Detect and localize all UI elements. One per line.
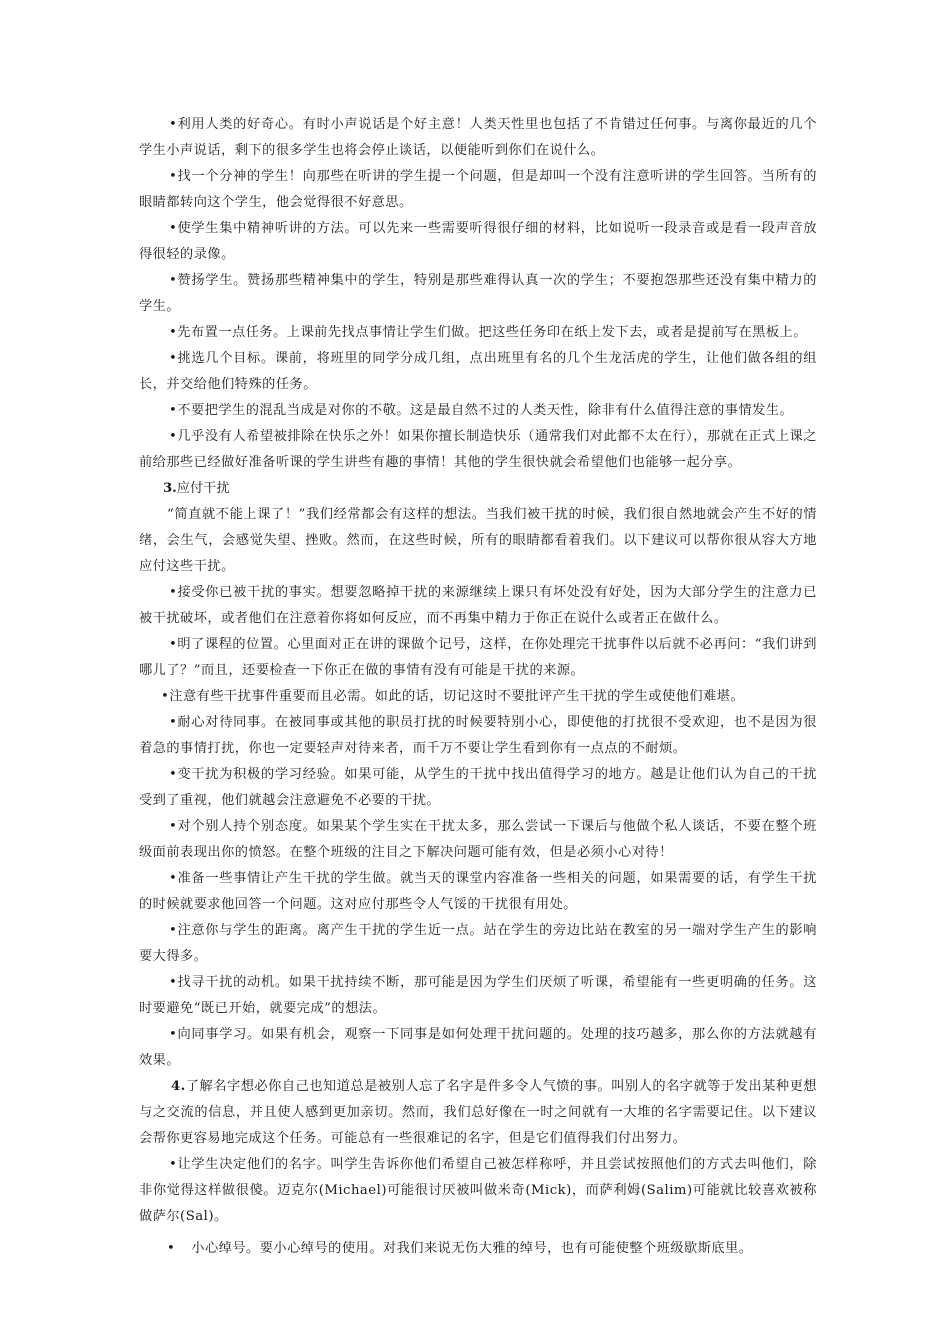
paragraph: •接受你已被干扰的事实。想要忽略掉干扰的来源继续上课只有坏处没有好处，因为大部分学生的注意力已被干扰破坏，或者他们在注意着你将如何反应，而不再集中精力于你正在说什么或者正在做什么。 xyxy=(139,585,817,626)
paragraph: •先布置一点任务。上课前先找点事情让学生们做。把这些任务印在纸上发下去，或者是提前写在黑板上。 xyxy=(169,325,807,340)
paragraph-text: 小心绰号。要小心绰号的使用。对我们来说无伤大雅的绰号，也有可能使整个班级歇斯底里。 xyxy=(191,1241,753,1256)
section-number: 3. xyxy=(163,481,177,496)
section-title: 应付干扰 xyxy=(176,481,230,496)
paragraph: •不要把学生的混乱当成是对你的不敬。这是最自然不过的人类天性，除非有什么值得注意的事情发生。 xyxy=(169,403,794,418)
section-number: 4. xyxy=(171,1079,186,1094)
paragraph: •让学生决定他们的名字。叫学生告诉你他们希望自己被怎样称呼，并且尝试按照他们的方式去叫他们，除非你觉得这样做很傻。迈克尔(Michael)可能很讨厌被叫做米奇(Mick)，而萨利姆(Salim)可能就比较喜欢被称做萨尔(Sal)。 xyxy=(139,1157,817,1224)
paragraph: •注意有些干扰事件重要而且必需。如此的话，切记这时不要批评产生干扰的学生或使他们难堪。 xyxy=(161,689,745,704)
paragraph: •向同事学习。如果有机会，观察一下同事是如何处理干扰问题的。处理的技巧越多，那么你的方法就越有效果。 xyxy=(139,1027,817,1068)
section-heading xyxy=(139,476,817,502)
bullet-marker: • xyxy=(167,1241,176,1256)
paragraph: •找寻干扰的动机。如果干扰持续不断，那可能是因为学生们厌烦了听课，希望能有一些更明确的任务。这时要避免“既已开始，就要完成”的想法。 xyxy=(139,975,817,1016)
section-intro xyxy=(139,1074,817,1152)
paragraph: •挑选几个目标。课前，将班里的同学分成几组，点出班里有名的几个生龙活虎的学生，让他们做各组的组长，并交给他们特殊的任务。 xyxy=(139,351,817,392)
paragraph: •赞扬学生。赞扬那些精神集中的学生，特别是那些难得认真一次的学生；不要抱怨那些还没有集中精力的学生。 xyxy=(139,273,817,314)
paragraph: •找一个分神的学生！向那些在听讲的学生提一个问题，但是却叫一个没有注意听讲的学生回答。当所有的眼睛都转向这个学生，他会觉得很不好意思。 xyxy=(139,169,817,210)
paragraph: •几乎没有人希望被排除在快乐之外！如果你擅长制造快乐（通常我们对此都不太在行），那就在正式上课之前给那些已经做好准备听课的学生讲些有趣的事情！其他的学生很快就会希望他们也能够一起分享。 xyxy=(139,429,817,470)
paragraph: •注意你与学生的距离。离产生干扰的学生近一点。站在学生的旁边比站在教室的另一端对学生产生的影响要大得多。 xyxy=(139,923,817,964)
paragraph: •使学生集中精神听讲的方法。可以先来一些需要听得很仔细的材料，比如说听一段录音或是看一段声音放得很轻的录像。 xyxy=(139,221,817,262)
paragraph: •利用人类的好奇心。有时小声说话是个好主意！人类天性里也包括了不肯错过任何事。与离你最近的几个学生小声说话，剩下的很多学生也将会停止谈话，以便能听到你们在说什么。 xyxy=(139,117,817,158)
paragraph: •准备一些事情让产生干扰的学生做。就当天的课堂内容准备一些相关的问题，如果需要的话，有学生干扰的时候就要求他回答一个问题。这对应付那些令人气馁的干扰很有用处。 xyxy=(139,871,817,912)
section-intro: “简直就不能上课了！”我们经常都会有这样的想法。当我们被干扰的时候，我们很自然地就会产生不好的情绪，会生气，会感觉失望、挫败。然而，在这些时候，所有的眼睛都看着我们。以下建议可以帮你很从容大方地应付这些干扰。 xyxy=(139,507,817,574)
paragraph: •明了课程的位置。心里面对正在讲的课做个记号，这样，在你处理完干扰事件以后就不必再问：“我们讲到哪儿了？”而且，还要检查一下你正在做的事情有没有可能是干扰的来源。 xyxy=(139,637,817,678)
document-body xyxy=(139,112,817,1262)
paragraph: •对个别人持个别态度。如果某个学生实在干扰太多，那么尝试一下课后与他做个私人谈话，不要在整个班级面前表现出你的愤怒。在整个班级的注目之下解决问题可能有效，但是必须小心对待！ xyxy=(139,819,817,860)
paragraph: •耐心对待同事。在被同事或其他的职员打扰的时候要特别小心，即使他的打扰很不受欢迎，也不是因为很着急的事情打扰，你也一定要轻声对待来者，而千万不要让学生看到你有一点点的不耐烦。 xyxy=(139,715,817,756)
paragraph: •变干扰为积极的学习经验。如果可能，从学生的干扰中找出值得学习的地方。越是让他们认为自己的干扰受到了重视，他们就越会注意避免不必要的干扰。 xyxy=(139,767,817,808)
paragraph xyxy=(139,1236,817,1262)
section-intro-text: 了解名字想必你自己也知道总是被别人忘了名字是件多令人气愤的事。叫别人的名字就等于发出某种更想与之交流的信息，并且使人感到更加亲切。然而，我们总好像在一时之间就有一大堆的名字需要记住。以下建议会帮你更容易地完成这个任务。可能总有一些很难记的名字，但是它们值得我们付出努力。 xyxy=(139,1079,817,1146)
